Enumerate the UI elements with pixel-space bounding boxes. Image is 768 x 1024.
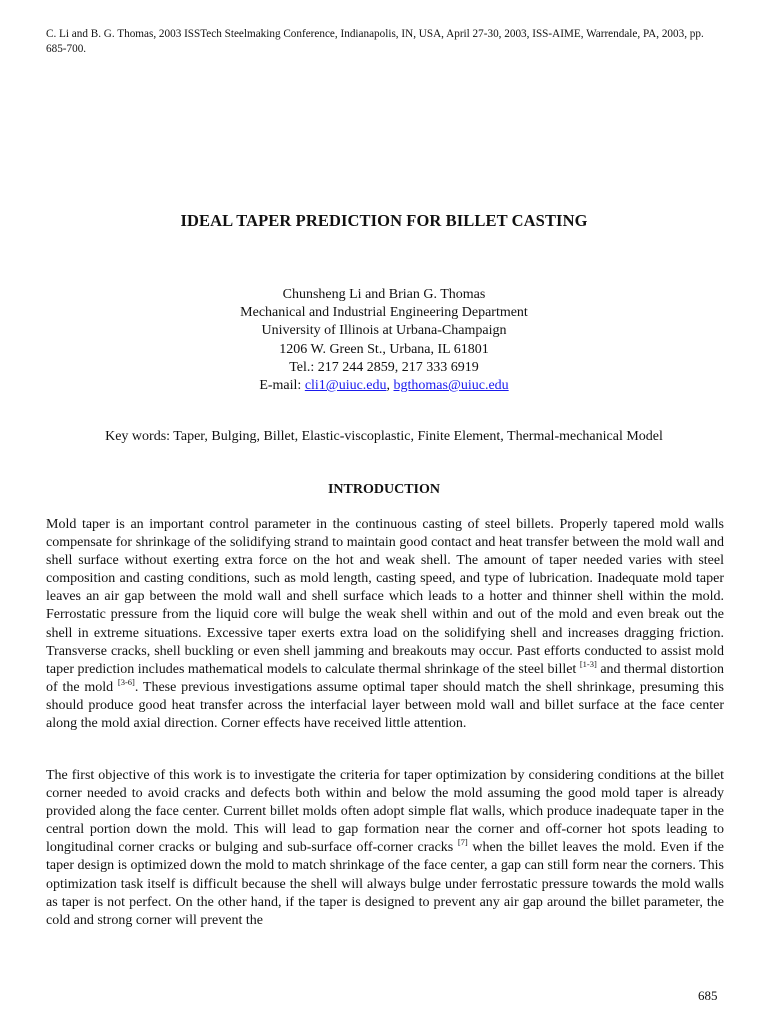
paragraph-text: Mold taper is an important control parameter in the continuous casting of steel billets. Properly tapered mold walls compensate for shrinkage of the solidifying strand to maintain good contact and heat transfer between the mold wall and shell surface without exerting extra force on the hot and weak shell. The amount of taper needed varies with steel composition and casting conditions, such as mold length, casting speed, and type of lubrication. Inadequate mold taper leaves an air gap between the mold wall and shell surface which leads to a hotter and thinner shell within the mold. Ferrostatic pressure from the liquid core will bulge the weak shell within and out of the mold and even break out the shell in extreme situations. Excessive taper exerts extra load on the solidifying shell and increases dragging friction. Transverse cracks, shell buckling or even shell jamming and breakouts may occur. Past efforts conducted to assist mold taper prediction includes mathematical models to calculate thermal shrinkage of the steel billet <box>46 517 724 677</box>
section-heading-introduction: INTRODUCTION <box>327 482 440 497</box>
paragraph-text: . These previous investigations assume optimal taper should match the shell shrinkage, presuming this should produce good heat transfer across the interfacial layer between mold wall and billet surface at the face center along the mold axial direction. Corner effects have received little attention. <box>46 679 724 732</box>
author-telephone: Tel.: 217 244 2859, 217 333 6919 <box>289 359 479 375</box>
email-link-li[interactable]: cli1@uiuc.edu <box>304 378 387 394</box>
reference-citation: [1-3] <box>579 658 597 669</box>
email-separator: , <box>386 378 394 394</box>
author-department: Mechanical and Industrial Engineering Department <box>240 305 528 321</box>
author-address: 1206 W. Green St., Urbana, IL 61801 <box>279 341 489 357</box>
paragraph-text: when the billet leaves the mold. Even if the taper design is optimized down the mold to match shrinkage of the face center, a gap can still form near the corners. This optimization task itself is difficult because the shell will always bulge under ferrostatic pressure towards the mold walls as taper is not perfect. On the other hand, if the taper is designed to prevent any air gap around the billet parameter, the cold and strong corner will prevent the <box>46 840 724 928</box>
author-university: University of Illinois at Urbana-Champaign <box>261 323 507 339</box>
author-block <box>0 286 768 395</box>
citation-header: C. Li and B. G. Thomas, 2003 ISSTech Steelmaking Conference, Indianapolis, IN, USA, April 27-30, 2003, ISS-AIME, Warrendale, PA, 2003, pp. 685-700. <box>46 28 704 55</box>
introduction-paragraph-1 <box>46 516 724 733</box>
paper-title: IDEAL TAPER PREDICTION FOR BILLET CASTING <box>180 211 588 230</box>
keywords-line: Key words: Taper, Bulging, Billet, Elastic-viscoplastic, Finite Element, Thermal-mechanical Model <box>105 429 663 444</box>
paragraph-text: The first objective of this work is to investigate the criteria for taper optimization by considering conditions at the billet corner needed to avoid cracks and defects both within and below the mold assuming the good mold taper is already provided along the face center. Current billet molds often adopt simple flat walls, which produce inadequate taper in the central portion down the mold. This will lead to gap formation near the corner and off-corner hot spots leading to longitudinal corner cracks or bulging and sub-surface off-corner cracks <box>46 768 724 856</box>
page-number: 685 <box>698 988 718 1003</box>
reference-citation: [7] <box>457 837 468 848</box>
author-names: Chunsheng Li and Brian G. Thomas <box>282 287 486 302</box>
author-email-line <box>0 377 768 395</box>
email-label: E-mail: <box>259 378 305 394</box>
paragraph-text: and thermal distortion of the mold <box>46 661 724 695</box>
reference-citation: [3-6] <box>117 676 135 687</box>
email-link-thomas[interactable]: bgthomas@uiuc.edu <box>393 378 509 394</box>
introduction-paragraph-2 <box>46 767 724 930</box>
